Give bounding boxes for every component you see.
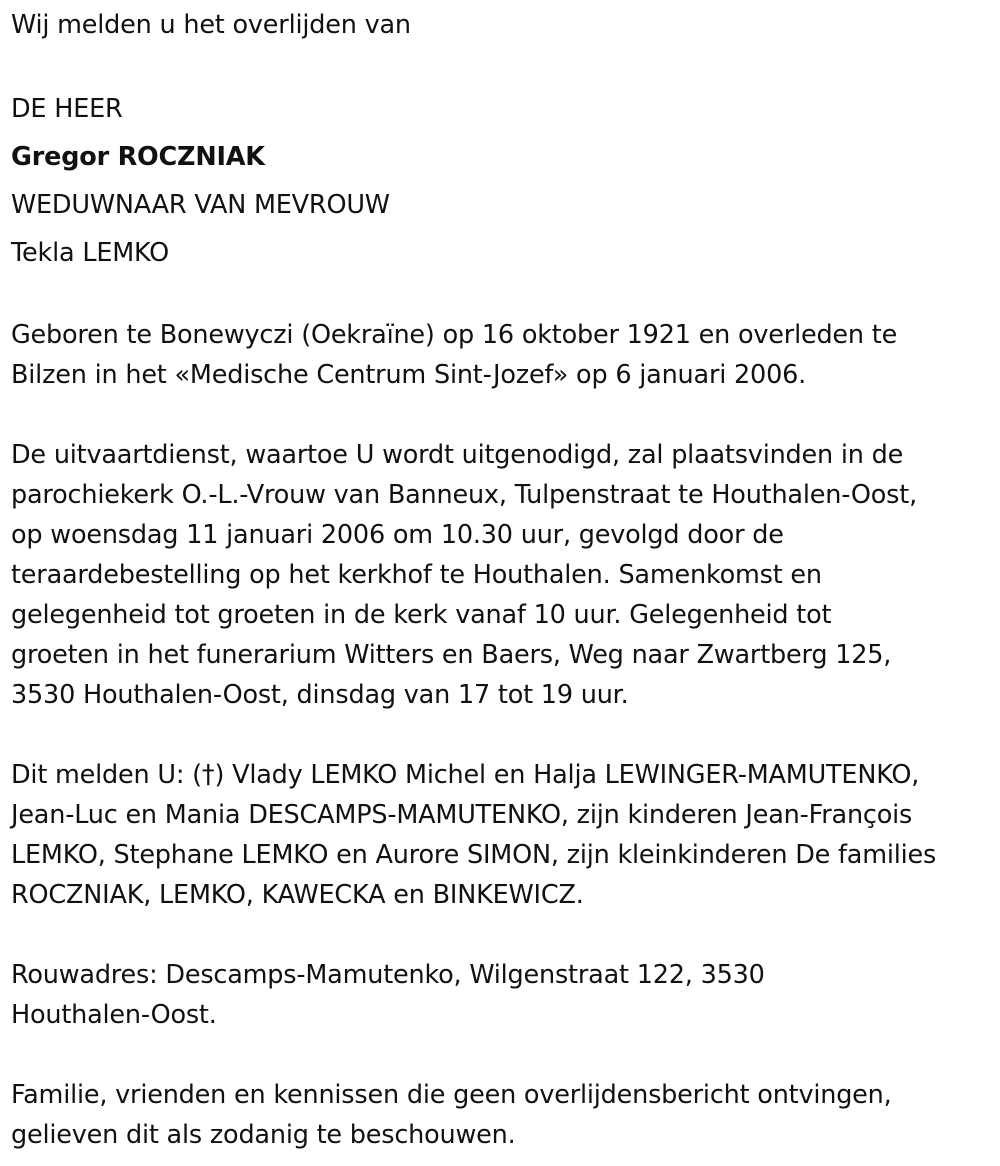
intro-text: Wij melden u het overlijden van <box>11 10 411 40</box>
paragraph-line: gelieven dit als zodanig te beschouwen. <box>11 1120 516 1150</box>
paragraph-line: Jean-Luc en Mania DESCAMPS-MAMUTENKO, zijn kinderen Jean-François <box>11 800 913 830</box>
paragraph-line: ROCZNIAK, LEMKO, KAWECKA en BINKEWICZ. <box>11 880 584 910</box>
paragraph-line: De uitvaartdienst, waartoe U wordt uitgenodigd, zal plaatsvinden in de <box>11 440 904 470</box>
mourning-address-paragraph <box>11 955 996 1035</box>
funeral-service-paragraph <box>11 435 996 715</box>
paragraph-line: parochiekerk O.-L.-Vrouw van Banneux, Tulpenstraat te Houthalen-Oost, <box>11 480 917 510</box>
paragraph-line: Bilzen in het «Medische Centrum Sint-Jozef» op 6 januari 2006. <box>11 360 807 390</box>
paragraph-line: teraardebestelling op het kerkhof te Houthalen. Samenkomst en <box>11 560 822 590</box>
paragraph-line: op woensdag 11 januari 2006 om 10.30 uur, gevolgd door de <box>11 520 784 550</box>
paragraph-line: Dit melden U: (†) Vlady LEMKO Michel en Halja LEWINGER-MAMUTENKO, <box>11 760 920 790</box>
paragraph-line: 3530 Houthalen-Oost, dinsdag van 17 tot 19 uur. <box>11 680 629 710</box>
paragraph-line: Rouwadres: Descamps-Mamutenko, Wilgenstraat 122, 3530 <box>11 960 765 990</box>
paragraph-line: groeten in het funerarium Witters en Baers, Weg naar Zwartberg 125, <box>11 640 892 670</box>
paragraph-line: Familie, vrienden en kennissen die geen overlijdensbericht ontvingen, <box>11 1080 892 1110</box>
paragraph-line: LEMKO, Stephane LEMKO en Aurore SIMON, zijn kleinkinderen De families <box>11 840 937 870</box>
closing-paragraph <box>11 1075 996 1155</box>
spouse-name: Tekla LEMKO <box>11 238 170 268</box>
family-paragraph <box>11 755 996 915</box>
obituary-notice <box>11 0 996 1155</box>
paragraph-line: gelegenheid tot groeten in de kerk vanaf 10 uur. Gelegenheid tot <box>11 600 832 630</box>
deceased-name: Gregor ROCZNIAK <box>11 142 265 172</box>
birth-death-paragraph <box>11 315 996 395</box>
paragraph-line: Geboren te Bonewyczi (Oekraïne) op 16 oktober 1921 en overleden te <box>11 320 898 350</box>
relation-text: WEDUWNAAR VAN MEVROUW <box>11 190 390 220</box>
salutation: DE HEER <box>11 94 123 124</box>
paragraph-line: Houthalen-Oost. <box>11 1000 217 1030</box>
